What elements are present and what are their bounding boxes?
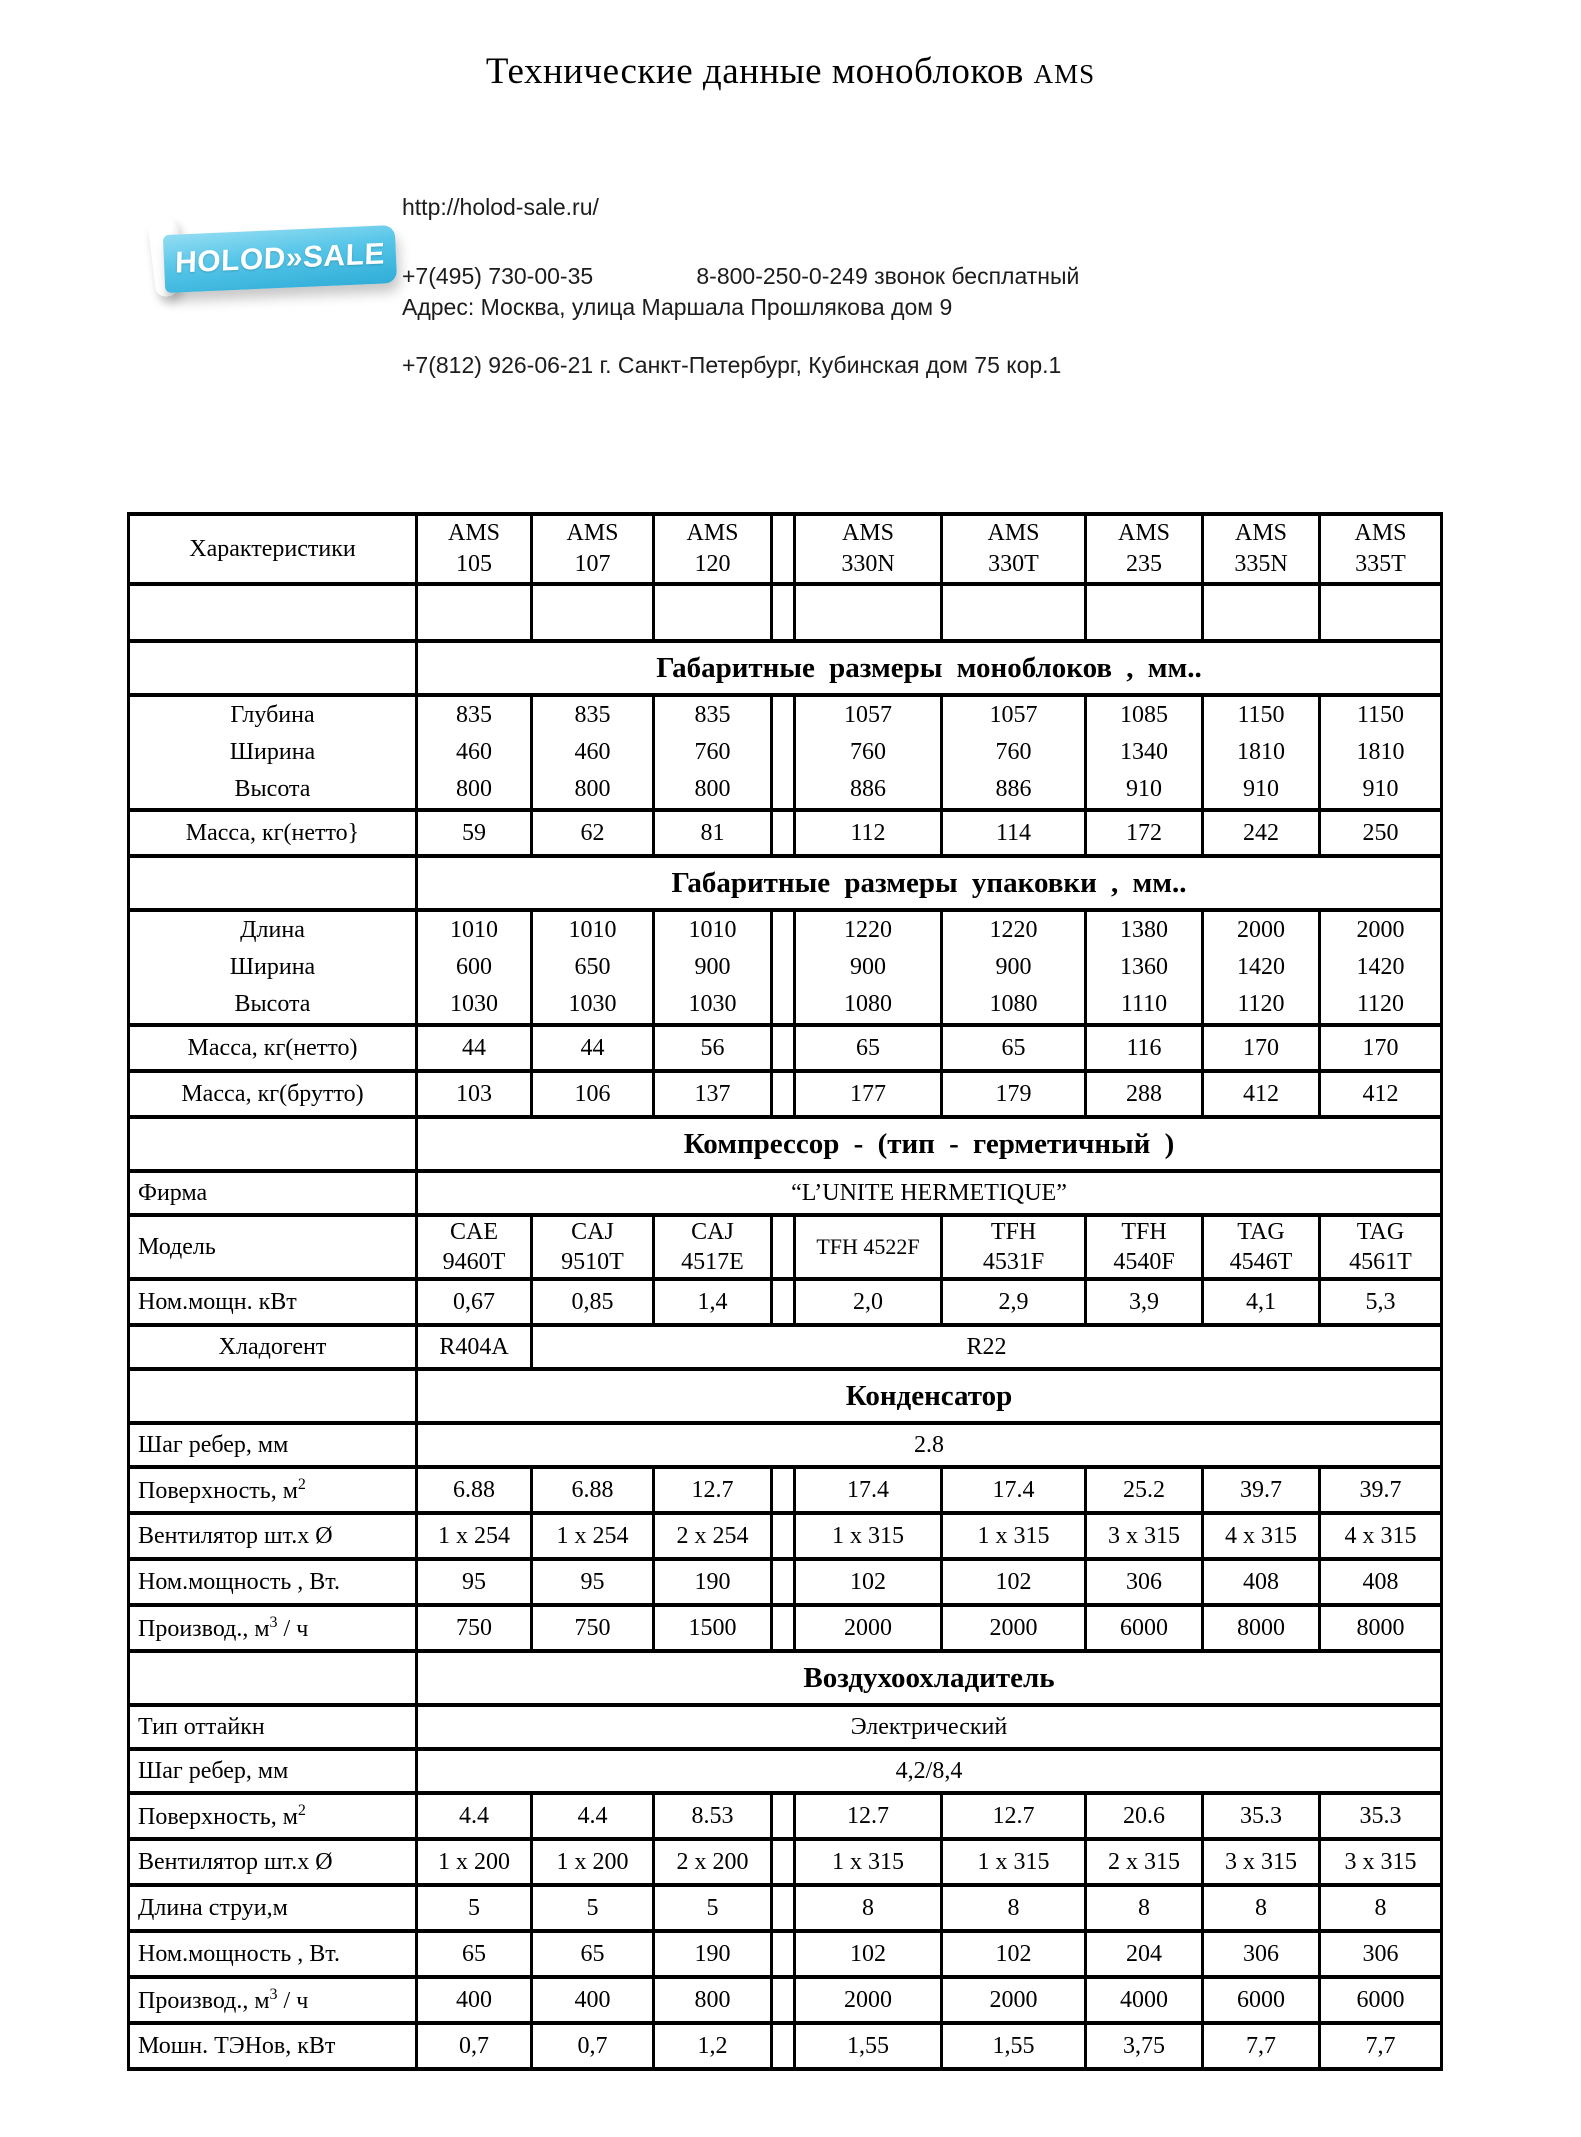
value-cell: 65 [417,1931,532,1977]
value-cell: 412 [1320,1071,1442,1117]
row-label: Длина струи,м [129,1885,417,1931]
phone-line [402,261,1079,292]
value-cell: 6.88 [532,1467,654,1513]
value-cell: 2000 [942,1977,1086,2023]
row-label: Глубина Ширина Высота [129,695,417,810]
empty-cell [1320,584,1442,641]
value-cell: 1010 900 1030 [654,910,772,1025]
value-cell: 1 x 315 [942,1839,1086,1885]
row-label: Производ., $м^3$ / ч [129,1605,417,1651]
empty-label-cell [129,1369,417,1423]
value-cell: 2 x 315 [1086,1839,1203,1885]
row-label: Ном.мощн. кВт [129,1279,417,1325]
split-span-row [129,1325,1442,1369]
value-cell: 179 [942,1071,1086,1117]
value-cell: 39.7 [1203,1467,1320,1513]
row-label: Поверхность, $м^2$ [129,1467,417,1513]
value-cell: 102 [795,1559,942,1605]
value-cell: 1,4 [654,1279,772,1325]
value-cell: 400 [532,1977,654,2023]
model-column-header: AMS 235 [1086,514,1203,584]
value-cell: 1 x 254 [417,1513,532,1559]
model-column-header: AMS 107 [532,514,654,584]
value-cell: 306 [1086,1559,1203,1605]
value-cell: 0,7 [417,2023,532,2069]
value-cell: 5 [654,1885,772,1931]
value-cell: 250 [1320,810,1442,856]
value-cell: 172 [1086,810,1203,856]
value-cell: 2000 [795,1977,942,2023]
page-title-text: Технические данные моноблоков [485,51,1024,92]
holod-sale-logo [148,212,408,304]
spacer-cell [772,1885,795,1931]
dimensions-row [129,910,1442,1025]
value-cell: 190 [654,1931,772,1977]
value-cell: 242 [1203,810,1320,856]
value-cell: 137 [654,1071,772,1117]
data-row [129,810,1442,856]
section-title: Конденсатор [417,1369,1442,1423]
value-cell: 1220 900 1080 [795,910,942,1025]
value-cell: CAJ 4517E [654,1215,772,1279]
model-column-header: AMS 330T [942,514,1086,584]
value-cell: 1057 760 886 [942,695,1086,810]
empty-cell [1086,584,1203,641]
span-value-cell: R22 [532,1325,1442,1369]
section-title: Габаритные размеры моноблоков , мм.. [417,641,1442,695]
value-cell: 835 460 800 [532,695,654,810]
value-cell: 44 [417,1025,532,1071]
value-cell: 4 x 315 [1320,1513,1442,1559]
value-cell: 0,7 [532,2023,654,2069]
value-cell: TFH 4522F [795,1215,942,1279]
section-title: Воздухоохладитель [417,1651,1442,1705]
row-label: Поверхность, $м^2$ [129,1793,417,1839]
value-cell: 8 [1203,1885,1320,1931]
value-cell: 6.88 [417,1467,532,1513]
empty-label-cell [129,856,417,910]
address-moscow: Адрес: Москва, улица Маршала Прошлякова дом 9 [402,294,953,320]
phone-address-spb: +7(812) 926-06-21 г. Санкт-Петербург, Кубинская дом 75 кор.1 [402,352,1062,378]
value-cell: 1150 1810 910 [1320,695,1442,810]
row-label: Хладогент [129,1325,417,1369]
data-row [129,1025,1442,1071]
data-row [129,1885,1442,1931]
page-title-suffix: AMS [1033,59,1096,89]
value-cell: 800 [654,1977,772,2023]
spacer-cell [772,2023,795,2069]
spacer-cell [772,1025,795,1071]
value-cell: 102 [795,1931,942,1977]
row-label: Длина Ширина Высота [129,910,417,1025]
value-cell: 1,55 [942,2023,1086,2069]
value-cell: 112 [795,810,942,856]
data-row [129,1977,1442,2023]
value-cell: CAE 9460T [417,1215,532,1279]
value-cell: 400 [417,1977,532,2023]
value-cell: 1500 [654,1605,772,1651]
value-cell: 1010 650 1030 [532,910,654,1025]
value-cell: 103 [417,1071,532,1117]
value-cell: 12.7 [654,1467,772,1513]
empty-cell [942,584,1086,641]
model-column-header: AMS 120 [654,514,772,584]
dimensions-row [129,695,1442,810]
value-cell: 2000 1420 1120 [1320,910,1442,1025]
value-cell: 1,2 [654,2023,772,2069]
value-cell: 1150 1810 910 [1203,695,1320,810]
data-row [129,2023,1442,2069]
span-value-cell: “L’UNITE HERMETIQUE” [417,1171,1442,1215]
value-cell: 65 [942,1025,1086,1071]
row-label: Ном.мощность , Вт. [129,1559,417,1605]
value-cell: 7,7 [1203,2023,1320,2069]
row-label: Модель [129,1215,417,1279]
value-cell: 204 [1086,1931,1203,1977]
value-cell: 44 [532,1025,654,1071]
data-row [129,1467,1442,1513]
section-row [129,641,1442,695]
spacer-cell [772,1279,795,1325]
value-cell: 7,7 [1320,2023,1442,2069]
data-row [129,1793,1442,1839]
value-cell: 8 [1320,1885,1442,1931]
row-label: Шаг ребер, мм [129,1749,417,1793]
ribbon-banner [163,225,397,293]
empty-row [129,584,1442,641]
empty-cell [532,584,654,641]
value-cell: 177 [795,1071,942,1117]
value-cell: TAG 4561T [1320,1215,1442,1279]
value-cell: 835 460 800 [417,695,532,810]
value-cell: 4 x 315 [1203,1513,1320,1559]
value-cell: 20.6 [1086,1793,1203,1839]
model-column-header: AMS 330N [795,514,942,584]
section-row [129,856,1442,910]
value-cell: 3,75 [1086,2023,1203,2069]
value-cell: 3 x 315 [1203,1839,1320,1885]
data-row [129,1839,1442,1885]
value-cell: 6000 [1086,1605,1203,1651]
value-cell: 1085 1340 910 [1086,695,1203,810]
data-row [129,1559,1442,1605]
value-cell: 25.2 [1086,1467,1203,1513]
value-cell: 8 [1086,1885,1203,1931]
empty-cell [654,584,772,641]
spec-table-body [129,514,1442,2069]
row-label: Мошн. ТЭНов, кВт [129,2023,417,2069]
value-cell: 39.7 [1320,1467,1442,1513]
value-cell: 17.4 [942,1467,1086,1513]
value-cell: 412 [1203,1071,1320,1117]
spacer-cell [772,514,795,584]
value-cell: 8.53 [654,1793,772,1839]
value-cell: 750 [417,1605,532,1651]
value-cell: 4000 [1086,1977,1203,2023]
value-cell: 2 x 200 [654,1839,772,1885]
value-cell: 190 [654,1559,772,1605]
span-value-cell: 2.8 [417,1423,1442,1467]
value-cell: 59 [417,810,532,856]
model-column-header: AMS 335N [1203,514,1320,584]
row-label: Ном.мощность , Вт. [129,1931,417,1977]
data-row [129,1071,1442,1117]
spacer-cell [772,1605,795,1651]
value-cell: 3 x 315 [1086,1513,1203,1559]
value-cell: 1220 900 1080 [942,910,1086,1025]
value-cell: 835 760 800 [654,695,772,810]
model-row [129,1215,1442,1279]
value-cell: 8000 [1320,1605,1442,1651]
row-label: Вентилятор шт.х Ø [129,1513,417,1559]
value-cell: 4.4 [532,1793,654,1839]
empty-label-cell [129,584,417,641]
value-cell: 6000 [1203,1977,1320,2023]
value-cell: 8000 [1203,1605,1320,1651]
value-cell: TFH 4531F [942,1215,1086,1279]
value-cell: 1010 600 1030 [417,910,532,1025]
spacer-cell [772,695,795,810]
value-cell: 35.3 [1203,1793,1320,1839]
value-cell: 2,9 [942,1279,1086,1325]
value-cell: 2000 [795,1605,942,1651]
value-cell: 65 [795,1025,942,1071]
value-cell: 408 [1203,1559,1320,1605]
span-row [129,1705,1442,1749]
row-label: Масса, кг(брутто) [129,1071,417,1117]
value-cell: 288 [1086,1071,1203,1117]
value-cell: 170 [1203,1025,1320,1071]
spacer-cell [772,1071,795,1117]
value-cell: 6000 [1320,1977,1442,2023]
value-cell: 8 [795,1885,942,1931]
empty-cell [795,584,942,641]
value-cell: 4.4 [417,1793,532,1839]
value-cell: TFH 4540F [1086,1215,1203,1279]
row-label: Масса, кг(нетто) [129,1025,417,1071]
value-cell: 1 x 254 [532,1513,654,1559]
value-cell: 114 [942,810,1086,856]
value-cell: 1380 1360 1110 [1086,910,1203,1025]
row-label: Шаг ребер, мм [129,1423,417,1467]
spec-table [127,512,1443,2071]
value-cell: 2,0 [795,1279,942,1325]
empty-label-cell [129,1651,417,1705]
span-row [129,1423,1442,1467]
span-value-cell: Электрический [417,1705,1442,1749]
spacer-cell [772,910,795,1025]
data-row [129,1513,1442,1559]
row-label: Фирма [129,1171,417,1215]
value-cell: 306 [1320,1931,1442,1977]
section-title: Габаритные размеры упаковки , мм.. [417,856,1442,910]
value-cell: 3 x 315 [1320,1839,1442,1885]
data-row [129,1605,1442,1651]
value-cell: 4,1 [1203,1279,1320,1325]
value-cell: 408 [1320,1559,1442,1605]
table-header-row [129,514,1442,584]
value-cell: 62 [532,810,654,856]
row-label: Производ., $м^3$ / ч [129,1977,417,2023]
value-cell: 102 [942,1559,1086,1605]
value-cell: 306 [1203,1931,1320,1977]
row-label: Тип оттайкн [129,1705,417,1749]
row-label: Вентилятор шт.х Ø [129,1839,417,1885]
spacer-cell [772,584,795,641]
spacer-cell [772,810,795,856]
phone-moscow: +7(495) 730-00-35 [402,263,594,289]
span-row [129,1171,1442,1215]
value-cell: 1 x 200 [532,1839,654,1885]
value-cell: 8 [942,1885,1086,1931]
value-cell: 2000 1420 1120 [1203,910,1320,1025]
value-cell: TAG 4546T [1203,1215,1320,1279]
spacer-cell [772,1467,795,1513]
span-row [129,1749,1442,1793]
value-cell: 5,3 [1320,1279,1442,1325]
contact-block [402,192,1079,381]
value-cell: 1 x 200 [417,1839,532,1885]
model-column-header: AMS 335T [1320,514,1442,584]
data-row [129,1931,1442,1977]
spacer-cell [772,1977,795,2023]
empty-cell [417,584,532,641]
value-cell: 35.3 [1320,1793,1442,1839]
spacer-cell [772,1839,795,1885]
characteristics-header: Характеристики [129,514,417,584]
spacer-cell [772,1215,795,1279]
row-label: Масса, кг(нетто} [129,810,417,856]
value-cell: 95 [532,1559,654,1605]
value-cell: 65 [532,1931,654,1977]
section-row [129,1651,1442,1705]
value-cell: 5 [417,1885,532,1931]
value-cell: 56 [654,1025,772,1071]
value-cell: 81 [654,810,772,856]
value-cell: 2000 [942,1605,1086,1651]
value-cell: 750 [532,1605,654,1651]
spacer-cell [772,1513,795,1559]
spacer-cell [772,1931,795,1977]
value-cell: 12.7 [795,1793,942,1839]
value-cell: 2 x 254 [654,1513,772,1559]
value-cell: CAJ 9510T [532,1215,654,1279]
value-cell: 1 x 315 [795,1839,942,1885]
value-cell: 5 [532,1885,654,1931]
value-cell: 12.7 [942,1793,1086,1839]
value-cell: 17.4 [795,1467,942,1513]
phone-tollfree: 8-800-250-0-249 звонок бесплатный [696,263,1080,289]
website-url: http://holod-sale.ru/ [402,194,599,220]
value-cell: 0,85 [532,1279,654,1325]
value-cell: 1,55 [795,2023,942,2069]
value-cell: 170 [1320,1025,1442,1071]
value-cell: 106 [532,1071,654,1117]
value-cell: 0,67 [417,1279,532,1325]
value-cell: R404A [417,1325,532,1369]
span-value-cell: 4,2/8,4 [417,1749,1442,1793]
section-title: Компрессор - (тип - герметичный ) [417,1117,1442,1171]
value-cell: 1057 760 886 [795,695,942,810]
spacer-cell [772,1559,795,1605]
model-column-header: AMS 105 [417,514,532,584]
value-cell: 116 [1086,1025,1203,1071]
empty-label-cell [129,641,417,695]
data-row [129,1279,1442,1325]
section-row [129,1117,1442,1171]
section-row [129,1369,1442,1423]
empty-label-cell [129,1117,417,1171]
page-title [0,50,1581,93]
value-cell: 1 x 315 [942,1513,1086,1559]
value-cell: 102 [942,1931,1086,1977]
empty-cell [1203,584,1320,641]
logo-text: HOLOD»SALE [174,237,386,280]
value-cell: 1 x 315 [795,1513,942,1559]
value-cell: 95 [417,1559,532,1605]
spacer-cell [772,1793,795,1839]
value-cell: 3,9 [1086,1279,1203,1325]
